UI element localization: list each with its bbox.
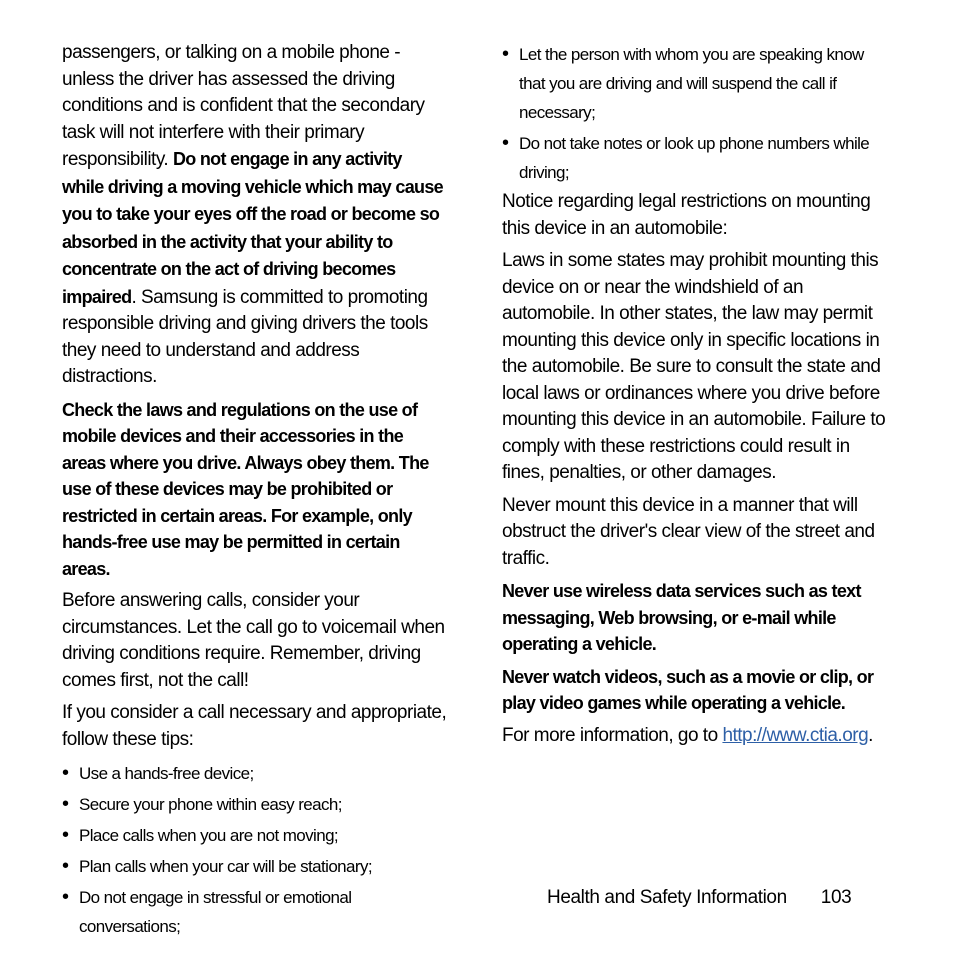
paragraph-mounting-notice: Notice regarding legal restrictions on mounting this device in an automobile: <box>502 191 871 239</box>
paragraph-mounting-view: Never mount this device in a manner that will obstruct the driver's clear view of the street and traffic. <box>502 494 875 569</box>
page-footer <box>547 884 851 912</box>
paragraph-distraction <box>62 40 447 391</box>
paragraph-wireless-warning: Never use wireless data services such as text messaging, Web browsing, or e-mail while operating a vehicle. <box>502 581 861 654</box>
paragraph-laws-warning: Check the laws and regulations on the use of mobile devices and their accessories in the areas where you drive. Always obey them. The use of these devices may be prohibited or restricted in certain areas. For example, only hands-free use may be permitted in certain areas. <box>62 399 429 579</box>
paragraph-mounting-laws: Laws in some states may prohibit mounting this device on or near the windshield of an automobile. In other states, the law may permit mounting this device only in specific locations in the automobile. Be sure to consult the state and local laws or ordinances where you drive before mounting this device in an automobile. Failure to comply with these restrictions could result in fines, penalties, or other damages. <box>502 250 886 483</box>
list-item: • Place calls when you are not moving; <box>62 821 447 850</box>
paragraph-text: passengers, or talking on a mobile phone - unless the driver has assessed the driving conditions and is confident that the secondary task will not interfere with their primary responsibility. <box>62 42 425 170</box>
bold-warning: Do not engage in any activity while driving a moving vehicle which may cause you to take your eyes off the road or become so absorbed in the activity that your ability to concentrate on the act of driving becomes impaired <box>62 149 443 307</box>
left-column <box>62 40 447 943</box>
tips-list <box>62 759 447 941</box>
paragraph-video-warning: Never watch videos, such as a movie or clip, or play video games while operating a vehicle. <box>502 666 874 713</box>
list-item: • Use a hands-free device; <box>62 759 447 788</box>
list-item: • Secure your phone within easy reach; <box>62 790 447 819</box>
list-item: • Do not take notes or look up phone numbers while driving; <box>502 129 892 187</box>
more-info-suffix: . <box>868 724 873 746</box>
paragraph-answering-calls: Before answering calls, consider your circumstances. Let the call go to voicemail when driving conditions require. Remember, driving comes first, not the call! <box>62 590 445 691</box>
footer-section-title: Health and Safety Information <box>547 887 787 908</box>
right-column <box>502 40 892 755</box>
list-item: • Plan calls when your car will be stationary; <box>62 852 447 881</box>
list-item: • Let the person with whom you are speaking know that you are driving and will suspend the call if necessary; <box>502 40 892 127</box>
page-number: 103 <box>820 887 852 908</box>
paragraph-more-info <box>502 723 892 750</box>
more-info-text: For more information, go to <box>502 724 723 746</box>
ctia-link[interactable]: http://www.ctia.org <box>722 724 869 746</box>
paragraph-text: . Samsung is committed to promoting responsible driving and giving drivers the tools they need to understand and address distractions. <box>62 286 428 387</box>
paragraph-tips-intro: If you consider a call necessary and appropriate, follow these tips: <box>62 702 447 750</box>
tips-list-continued <box>502 40 892 187</box>
list-item: • Do not engage in stressful or emotional conversations; <box>62 883 447 941</box>
